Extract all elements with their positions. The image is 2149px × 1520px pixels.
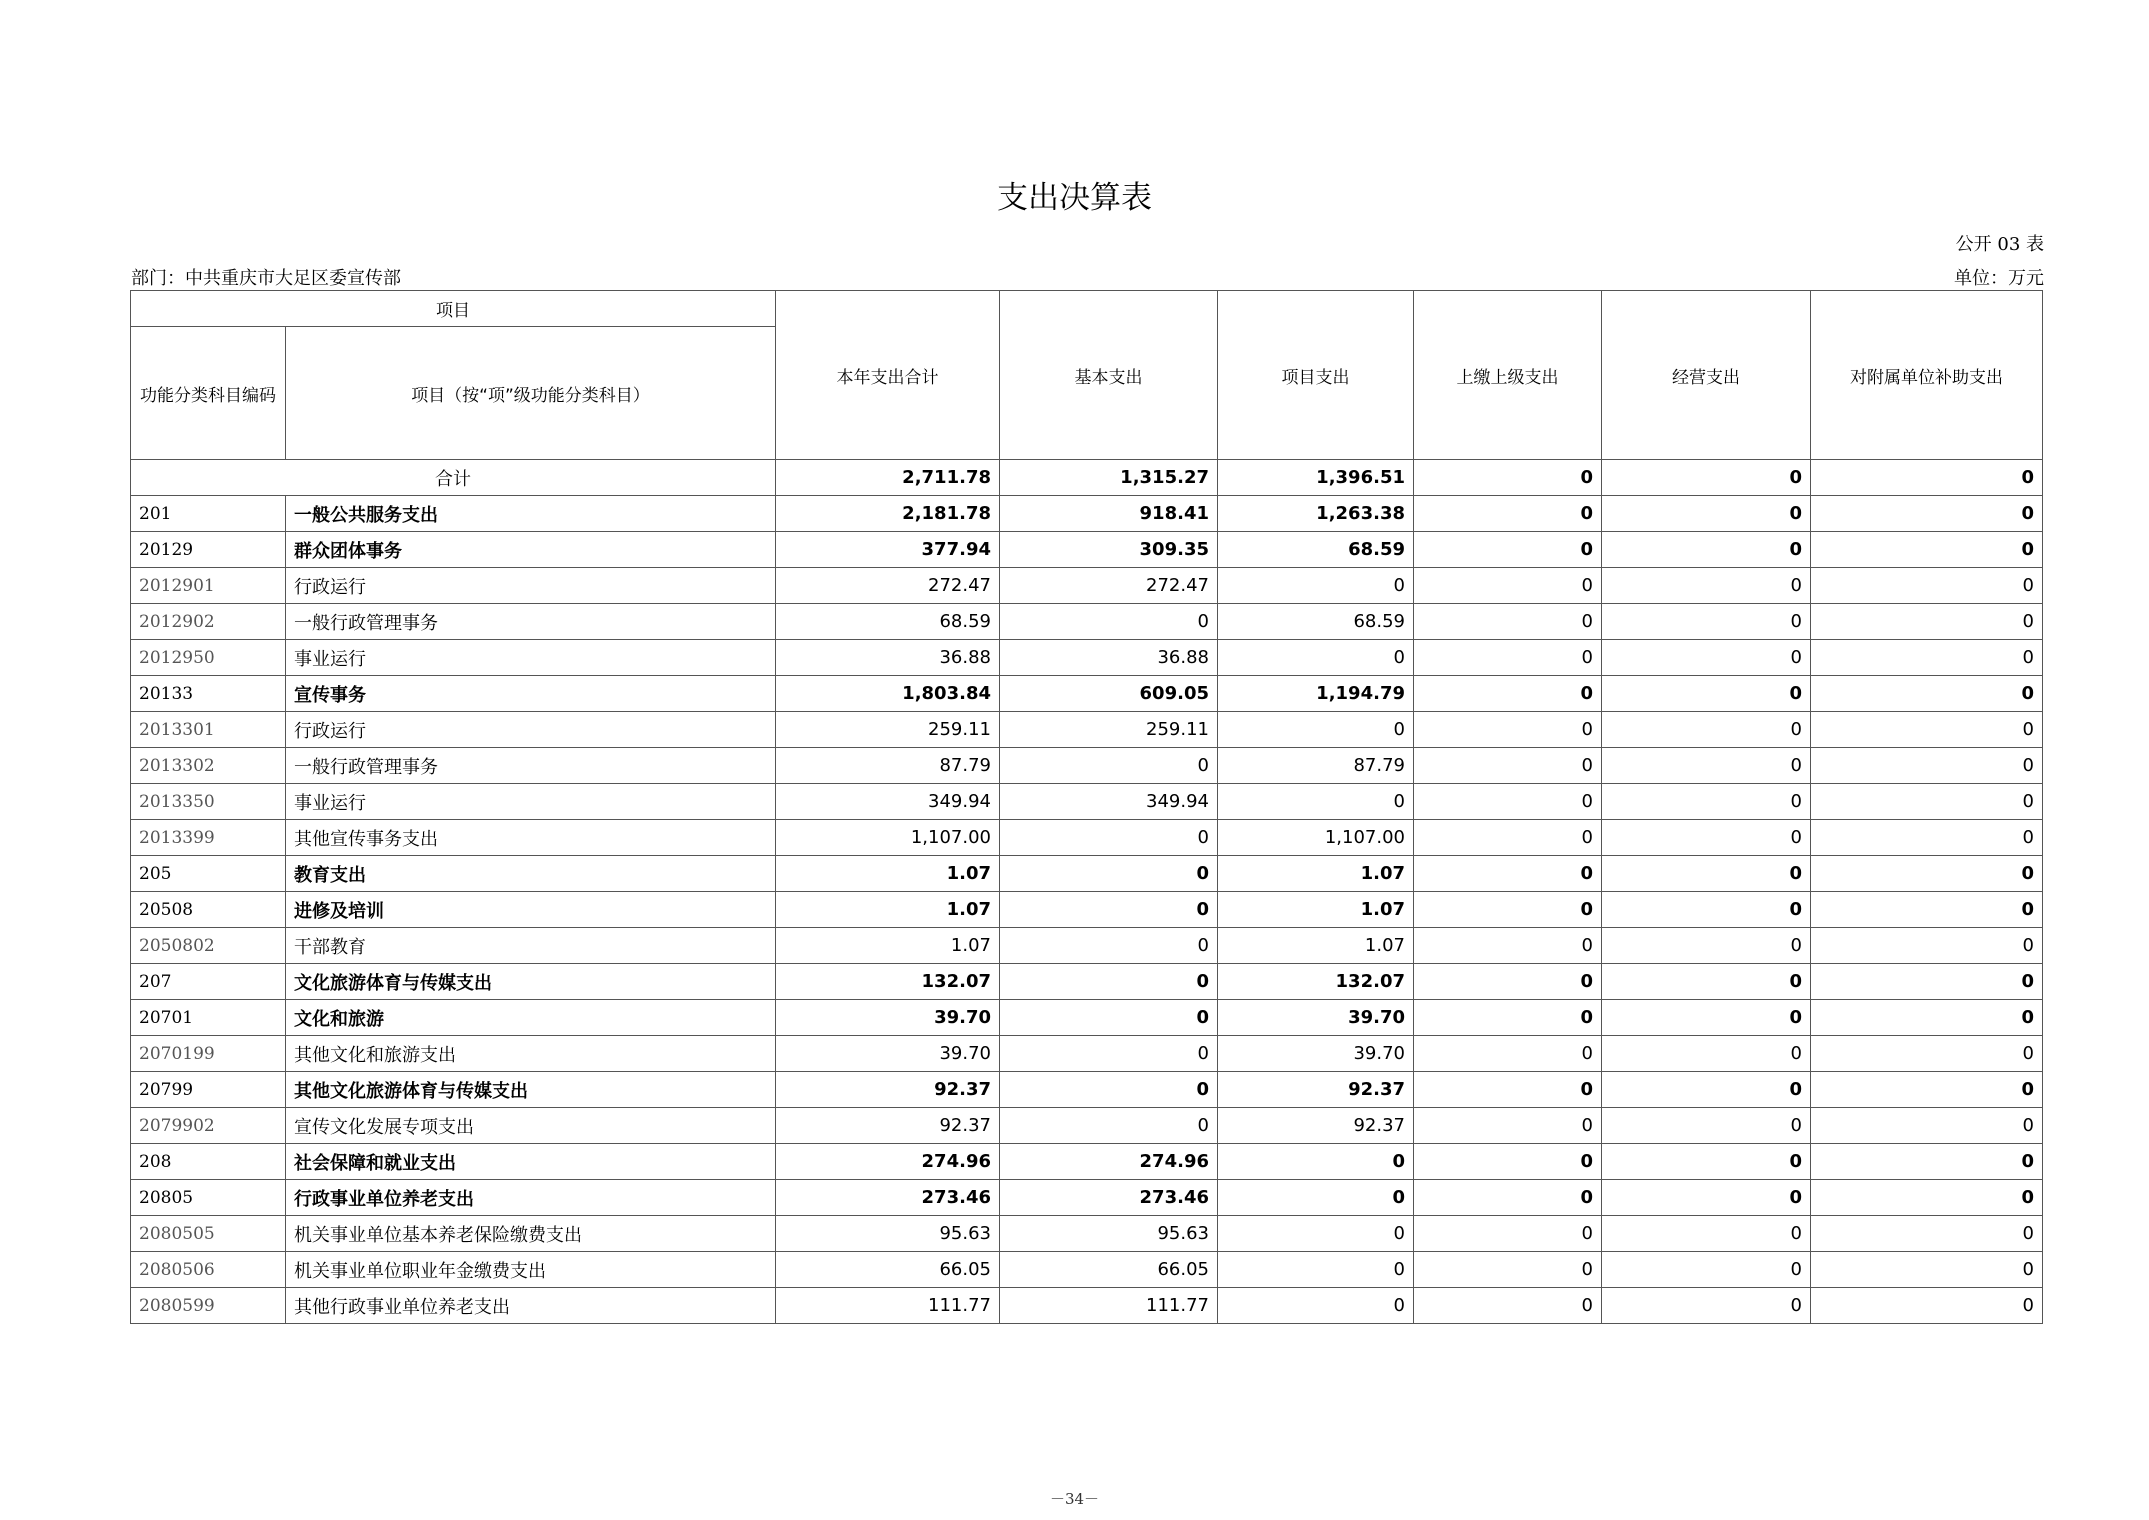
row-value: 0: [1602, 748, 1811, 784]
row-value: 95.63: [776, 1216, 1000, 1252]
row-value: 0: [1000, 748, 1218, 784]
row-value: 0: [1000, 1072, 1218, 1108]
row-code: 2013399: [131, 820, 286, 856]
row-value: 0: [1414, 1036, 1602, 1072]
table-row: [131, 1216, 2043, 1252]
row-value: 0: [1218, 712, 1414, 748]
table-row: [131, 1144, 2043, 1180]
row-value: 0: [1218, 1180, 1414, 1216]
row-value: 0: [1414, 640, 1602, 676]
row-value: 0: [1811, 1108, 2043, 1144]
row-value: 0: [1811, 1000, 2043, 1036]
table-row: [131, 1072, 2043, 1108]
row-value: 0: [1602, 1072, 1811, 1108]
row-code: 208: [131, 1144, 286, 1180]
row-value: 39.70: [776, 1000, 1000, 1036]
row-code: 20129: [131, 532, 286, 568]
row-name: 其他文化旅游体育与传媒支出: [286, 1072, 776, 1108]
row-value: 0: [1414, 1144, 1602, 1180]
row-value: 0: [1602, 712, 1811, 748]
row-value: 36.88: [1000, 640, 1218, 676]
page-title: 支出决算表: [997, 180, 1152, 216]
row-value: 0: [1811, 1288, 2043, 1324]
row-value: 0: [1811, 1144, 2043, 1180]
row-code: 2080599: [131, 1288, 286, 1324]
row-value: 259.11: [1000, 712, 1218, 748]
row-value: 0: [1811, 928, 2043, 964]
row-value: 0: [1414, 964, 1602, 1000]
row-value: 0: [1602, 532, 1811, 568]
row-value: 272.47: [1000, 568, 1218, 604]
row-value: 0: [1602, 1000, 1811, 1036]
row-code: 2013350: [131, 784, 286, 820]
row-value: 0: [1414, 604, 1602, 640]
row-value: 0: [1414, 1288, 1602, 1324]
row-name: 社会保障和就业支出: [286, 1144, 776, 1180]
row-value: 39.70: [776, 1036, 1000, 1072]
row-value: 0: [1414, 748, 1602, 784]
row-value: 39.70: [1218, 1000, 1414, 1036]
row-value: 0: [1000, 820, 1218, 856]
total-cell: 0: [1811, 460, 2043, 496]
row-code: 20133: [131, 676, 286, 712]
row-value: 0: [1602, 604, 1811, 640]
row-value: 132.07: [1218, 964, 1414, 1000]
row-name: 文化和旅游: [286, 1000, 776, 1036]
row-value: 1.07: [1218, 892, 1414, 928]
row-code: 2012901: [131, 568, 286, 604]
row-code: 20799: [131, 1072, 286, 1108]
row-value: 0: [1414, 1216, 1602, 1252]
row-value: 0: [1414, 1252, 1602, 1288]
row-code: 205: [131, 856, 286, 892]
row-value: 0: [1811, 1036, 2043, 1072]
row-value: 66.05: [776, 1252, 1000, 1288]
row-code: 2012902: [131, 604, 286, 640]
row-value: 273.46: [1000, 1180, 1218, 1216]
row-value: 1,107.00: [776, 820, 1000, 856]
table-row: [131, 964, 2043, 1000]
row-value: 132.07: [776, 964, 1000, 1000]
row-value: 0: [1602, 640, 1811, 676]
row-value: 0: [1218, 640, 1414, 676]
row-value: 0: [1602, 1252, 1811, 1288]
row-value: 309.35: [1000, 532, 1218, 568]
row-name: 机关事业单位基本养老保险缴费支出: [286, 1216, 776, 1252]
header-project: 项目: [131, 291, 776, 327]
row-value: 0: [1602, 1288, 1811, 1324]
row-value: 0: [1602, 1108, 1811, 1144]
row-value: 0: [1414, 496, 1602, 532]
row-value: 0: [1811, 532, 2043, 568]
row-value: 1,803.84: [776, 676, 1000, 712]
row-value: 0: [1602, 1036, 1811, 1072]
row-name: 宣传文化发展专项支出: [286, 1108, 776, 1144]
row-code: 2079902: [131, 1108, 286, 1144]
row-name: 行政运行: [286, 712, 776, 748]
row-name: 事业运行: [286, 640, 776, 676]
row-value: 92.37: [776, 1108, 1000, 1144]
table-row: [131, 676, 2043, 712]
row-value: 2,181.78: [776, 496, 1000, 532]
row-value: 0: [1602, 892, 1811, 928]
row-name: 其他文化和旅游支出: [286, 1036, 776, 1072]
header-code: 功能分类科目编码: [131, 327, 286, 460]
row-code: 207: [131, 964, 286, 1000]
row-value: 1.07: [776, 928, 1000, 964]
row-value: 377.94: [776, 532, 1000, 568]
table-row: [131, 532, 2043, 568]
row-value: 1.07: [1218, 928, 1414, 964]
row-value: 68.59: [776, 604, 1000, 640]
row-name: 行政事业单位养老支出: [286, 1180, 776, 1216]
row-code: 20701: [131, 1000, 286, 1036]
row-value: 0: [1602, 820, 1811, 856]
row-value: 92.37: [776, 1072, 1000, 1108]
department-label: 部门：中共重庆市大足区委宣传部: [131, 268, 401, 289]
table-row: [131, 1000, 2043, 1036]
row-value: 87.79: [1218, 748, 1414, 784]
row-name: 进修及培训: [286, 892, 776, 928]
row-value: 0: [1414, 1000, 1602, 1036]
row-value: 0: [1414, 928, 1602, 964]
row-code: 2013302: [131, 748, 286, 784]
row-value: 0: [1000, 1108, 1218, 1144]
row-value: 0: [1218, 1252, 1414, 1288]
row-code: 2050802: [131, 928, 286, 964]
table-row: [131, 856, 2043, 892]
row-code: 201: [131, 496, 286, 532]
row-name: 一般行政管理事务: [286, 748, 776, 784]
row-name: 行政运行: [286, 568, 776, 604]
row-value: 0: [1602, 568, 1811, 604]
row-value: 0: [1811, 712, 2043, 748]
row-value: 1.07: [1218, 856, 1414, 892]
table-row: [131, 820, 2043, 856]
row-value: 0: [1811, 568, 2043, 604]
table-row: [131, 1180, 2043, 1216]
total-cell: 0: [1414, 460, 1602, 496]
row-name: 宣传事务: [286, 676, 776, 712]
row-value: 0: [1811, 1252, 2043, 1288]
row-value: 0: [1414, 568, 1602, 604]
row-value: 0: [1811, 1072, 2043, 1108]
row-value: 0: [1414, 856, 1602, 892]
table-row: [131, 712, 2043, 748]
row-name: 干部教育: [286, 928, 776, 964]
row-value: 0: [1414, 1108, 1602, 1144]
total-cell: 2,711.78: [776, 460, 1000, 496]
row-code: 2080505: [131, 1216, 286, 1252]
row-value: 0: [1414, 676, 1602, 712]
row-value: 0: [1811, 676, 2043, 712]
row-value: 0: [1811, 748, 2043, 784]
row-value: 0: [1000, 604, 1218, 640]
total-cell: 1,315.27: [1000, 460, 1218, 496]
row-value: 0: [1602, 1180, 1811, 1216]
row-value: 0: [1602, 496, 1811, 532]
total-label: 合计: [131, 460, 776, 496]
row-value: 36.88: [776, 640, 1000, 676]
row-value: 0: [1811, 496, 2043, 532]
header-upper: 上缴上级支出: [1414, 291, 1602, 460]
row-value: 0: [1414, 892, 1602, 928]
expenditure-table: [130, 290, 2043, 1324]
unit-label: 单位：万元: [1954, 268, 2044, 289]
row-value: 0: [1602, 928, 1811, 964]
row-value: 0: [1218, 784, 1414, 820]
row-value: 68.59: [1218, 604, 1414, 640]
total-cell: 1,396.51: [1218, 460, 1414, 496]
row-code: 20805: [131, 1180, 286, 1216]
row-value: 272.47: [776, 568, 1000, 604]
header-name: 项目（按“项”级功能分类科目）: [286, 327, 776, 460]
row-value: 274.96: [1000, 1144, 1218, 1180]
header-subsidy: 对附属单位补助支出: [1811, 291, 2043, 460]
header-item: 项目支出: [1218, 291, 1414, 460]
row-value: 92.37: [1218, 1072, 1414, 1108]
table-row: [131, 892, 2043, 928]
table-row: [131, 928, 2043, 964]
row-value: 259.11: [776, 712, 1000, 748]
row-value: 0: [1602, 784, 1811, 820]
row-value: 0: [1000, 892, 1218, 928]
row-value: 0: [1000, 1036, 1218, 1072]
row-value: 68.59: [1218, 532, 1414, 568]
row-value: 95.63: [1000, 1216, 1218, 1252]
row-value: 0: [1218, 1288, 1414, 1324]
row-value: 1,107.00: [1218, 820, 1414, 856]
row-name: 教育支出: [286, 856, 776, 892]
row-value: 92.37: [1218, 1108, 1414, 1144]
row-value: 0: [1414, 1180, 1602, 1216]
row-value: 111.77: [1000, 1288, 1218, 1324]
header-business: 经营支出: [1602, 291, 1811, 460]
row-value: 87.79: [776, 748, 1000, 784]
row-value: 0: [1602, 1216, 1811, 1252]
row-value: 0: [1811, 1180, 2043, 1216]
row-value: 0: [1000, 928, 1218, 964]
row-code: 2013301: [131, 712, 286, 748]
row-value: 0: [1811, 1216, 2043, 1252]
row-name: 机关事业单位职业年金缴费支出: [286, 1252, 776, 1288]
row-value: 66.05: [1000, 1252, 1218, 1288]
table-row: [131, 1036, 2043, 1072]
row-name: 一般行政管理事务: [286, 604, 776, 640]
row-value: 0: [1811, 640, 2043, 676]
header-basic: 基本支出: [1000, 291, 1218, 460]
row-value: 0: [1602, 676, 1811, 712]
row-value: 0: [1218, 1144, 1414, 1180]
row-value: 1,194.79: [1218, 676, 1414, 712]
form-number: 公开 03 表: [1955, 234, 2044, 255]
row-name: 群众团体事务: [286, 532, 776, 568]
row-value: 0: [1414, 820, 1602, 856]
table-row: [131, 1252, 2043, 1288]
row-value: 0: [1000, 1000, 1218, 1036]
row-value: 349.94: [1000, 784, 1218, 820]
table-row: [131, 1108, 2043, 1144]
row-value: 918.41: [1000, 496, 1218, 532]
row-value: 0: [1811, 820, 2043, 856]
page-number: －34－: [1049, 1490, 1100, 1508]
row-code: 2070199: [131, 1036, 286, 1072]
row-value: 0: [1811, 892, 2043, 928]
row-value: 0: [1602, 856, 1811, 892]
table-row: [131, 1288, 2043, 1324]
row-value: 0: [1000, 964, 1218, 1000]
row-value: 609.05: [1000, 676, 1218, 712]
row-value: 1,263.38: [1218, 496, 1414, 532]
table-row: [131, 496, 2043, 532]
row-value: 0: [1218, 1216, 1414, 1252]
row-value: 349.94: [776, 784, 1000, 820]
table-row: [131, 640, 2043, 676]
row-value: 1.07: [776, 892, 1000, 928]
row-value: 0: [1414, 784, 1602, 820]
table-row: [131, 748, 2043, 784]
row-value: 1.07: [776, 856, 1000, 892]
row-value: 0: [1000, 856, 1218, 892]
row-value: 0: [1811, 964, 2043, 1000]
row-value: 0: [1811, 784, 2043, 820]
row-name: 文化旅游体育与传媒支出: [286, 964, 776, 1000]
row-value: 0: [1811, 604, 2043, 640]
row-name: 其他行政事业单位养老支出: [286, 1288, 776, 1324]
row-value: 0: [1811, 856, 2043, 892]
row-name: 其他宣传事务支出: [286, 820, 776, 856]
row-value: 274.96: [776, 1144, 1000, 1180]
total-cell: 0: [1602, 460, 1811, 496]
row-name: 一般公共服务支出: [286, 496, 776, 532]
total-row: [131, 460, 2043, 496]
row-value: 0: [1414, 1072, 1602, 1108]
row-value: 0: [1602, 964, 1811, 1000]
table-row: [131, 784, 2043, 820]
header-total: 本年支出合计: [776, 291, 1000, 460]
row-value: 0: [1602, 1144, 1811, 1180]
row-value: 39.70: [1218, 1036, 1414, 1072]
row-value: 0: [1414, 712, 1602, 748]
row-code: 2012950: [131, 640, 286, 676]
row-value: 0: [1218, 568, 1414, 604]
table-row: [131, 604, 2043, 640]
row-value: 273.46: [776, 1180, 1000, 1216]
row-code: 20508: [131, 892, 286, 928]
row-name: 事业运行: [286, 784, 776, 820]
row-value: 0: [1414, 532, 1602, 568]
row-value: 111.77: [776, 1288, 1000, 1324]
row-code: 2080506: [131, 1252, 286, 1288]
table-row: [131, 568, 2043, 604]
